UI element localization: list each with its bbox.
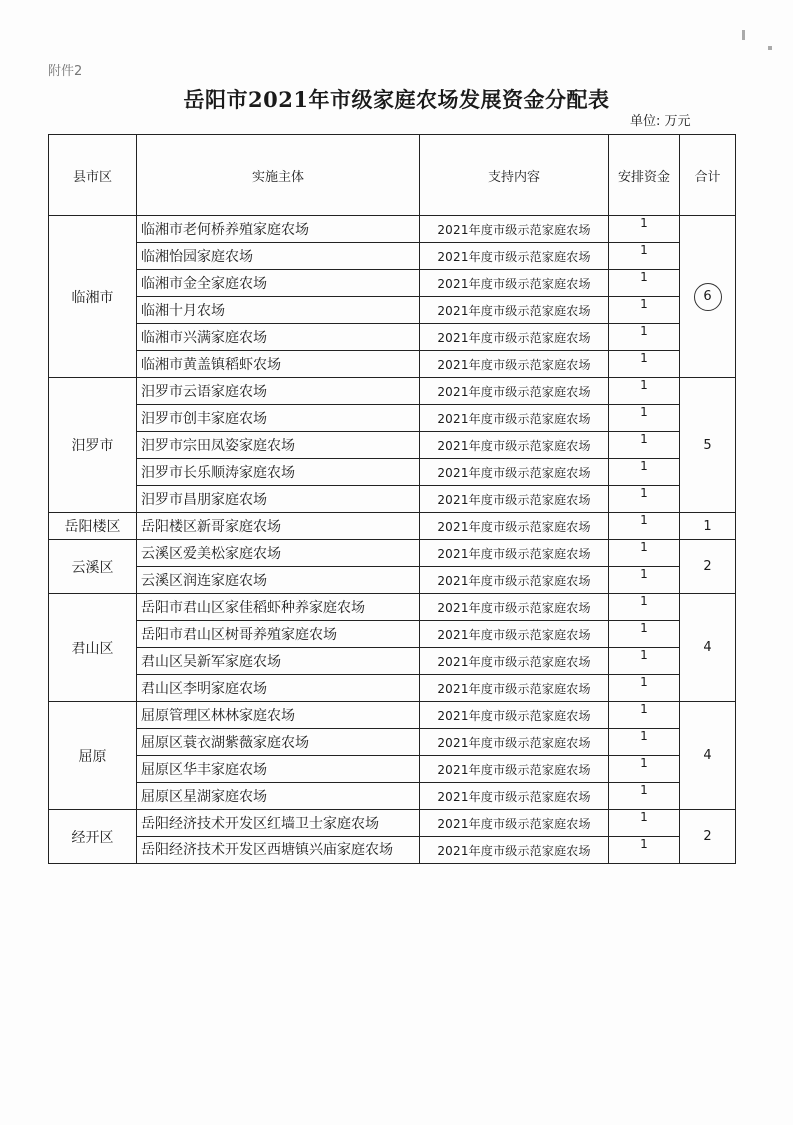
table-row <box>49 540 736 567</box>
amount-cell: 1 <box>609 486 680 513</box>
entity-cell: 临湘市金全家庭农场 <box>137 270 420 297</box>
entity-cell: 云溪区爱美松家庭农场 <box>137 540 420 567</box>
table-row <box>49 486 736 513</box>
amount-cell: 1 <box>609 351 680 378</box>
entity-cell: 屈原区蓑衣湖紫薇家庭农场 <box>137 729 420 756</box>
content-cell: 2021年度市级示范家庭农场 <box>420 432 609 459</box>
content-cell: 2021年度市级示范家庭农场 <box>420 486 609 513</box>
table-row <box>49 378 736 405</box>
entity-cell: 汨罗市云语家庭农场 <box>137 378 420 405</box>
amount-cell: 1 <box>609 729 680 756</box>
content-cell: 2021年度市级示范家庭农场 <box>420 459 609 486</box>
content-cell: 2021年度市级示范家庭农场 <box>420 837 609 864</box>
table-row <box>49 567 736 594</box>
table-body <box>49 216 736 864</box>
amount-cell: 1 <box>609 675 680 702</box>
content-cell: 2021年度市级示范家庭农场 <box>420 621 609 648</box>
total-cell: 1 <box>680 513 736 540</box>
entity-cell: 临湘怡园家庭农场 <box>137 243 420 270</box>
scan-mark <box>742 30 745 40</box>
table-row <box>49 513 736 540</box>
table-row <box>49 432 736 459</box>
content-cell: 2021年度市级示范家庭农场 <box>420 702 609 729</box>
amount-cell: 1 <box>609 594 680 621</box>
total-cell: 2 <box>680 540 736 594</box>
county-cell: 君山区 <box>49 594 137 702</box>
table-row <box>49 594 736 621</box>
content-cell: 2021年度市级示范家庭农场 <box>420 594 609 621</box>
table-row <box>49 756 736 783</box>
entity-cell: 岳阳经济技术开发区西塘镇兴庙家庭农场 <box>137 837 420 864</box>
total-cell: 2 <box>680 810 736 864</box>
column-header-county: 县市区 <box>49 135 137 216</box>
content-cell: 2021年度市级示范家庭农场 <box>420 270 609 297</box>
table-row <box>49 405 736 432</box>
table-row <box>49 270 736 297</box>
circled-total: 6 <box>694 283 722 311</box>
scan-mark <box>768 46 772 50</box>
content-cell: 2021年度市级示范家庭农场 <box>420 810 609 837</box>
amount-cell: 1 <box>609 540 680 567</box>
column-header-amount: 安排资金 <box>609 135 680 216</box>
content-cell: 2021年度市级示范家庭农场 <box>420 729 609 756</box>
table-row <box>49 648 736 675</box>
content-cell: 2021年度市级示范家庭农场 <box>420 567 609 594</box>
entity-cell: 屈原区星湖家庭农场 <box>137 783 420 810</box>
entity-cell: 岳阳经济技术开发区红墙卫士家庭农场 <box>137 810 420 837</box>
entity-cell: 君山区吴新军家庭农场 <box>137 648 420 675</box>
entity-cell: 临湘市黄盖镇稻虾农场 <box>137 351 420 378</box>
amount-cell: 1 <box>609 513 680 540</box>
content-cell: 2021年度市级示范家庭农场 <box>420 405 609 432</box>
table-row <box>49 621 736 648</box>
content-cell: 2021年度市级示范家庭农场 <box>420 675 609 702</box>
content-cell: 2021年度市级示范家庭农场 <box>420 351 609 378</box>
table-row <box>49 216 736 243</box>
column-header-content: 支持内容 <box>420 135 609 216</box>
content-cell: 2021年度市级示范家庭农场 <box>420 540 609 567</box>
entity-cell: 岳阳市君山区树哥养殖家庭农场 <box>137 621 420 648</box>
table-row <box>49 837 736 864</box>
entity-cell: 屈原管理区林林家庭农场 <box>137 702 420 729</box>
table-row <box>49 459 736 486</box>
amount-cell: 1 <box>609 378 680 405</box>
county-cell: 屈原 <box>49 702 137 810</box>
attachment-label: 附件2 <box>48 64 83 79</box>
entity-cell: 临湘市兴满家庭农场 <box>137 324 420 351</box>
entity-cell: 岳阳市君山区家佳稻虾种养家庭农场 <box>137 594 420 621</box>
amount-cell: 1 <box>609 297 680 324</box>
content-cell: 2021年度市级示范家庭农场 <box>420 648 609 675</box>
table-row <box>49 783 736 810</box>
content-cell: 2021年度市级示范家庭农场 <box>420 756 609 783</box>
content-cell: 2021年度市级示范家庭农场 <box>420 513 609 540</box>
amount-cell: 1 <box>609 567 680 594</box>
table-row <box>49 324 736 351</box>
content-cell: 2021年度市级示范家庭农场 <box>420 216 609 243</box>
amount-cell: 1 <box>609 621 680 648</box>
content-cell: 2021年度市级示范家庭农场 <box>420 783 609 810</box>
total-cell: 4 <box>680 702 736 810</box>
content-cell: 2021年度市级示范家庭农场 <box>420 243 609 270</box>
column-header-entity: 实施主体 <box>137 135 420 216</box>
table-row <box>49 702 736 729</box>
entity-cell: 汨罗市创丰家庭农场 <box>137 405 420 432</box>
entity-cell: 汨罗市昌朋家庭农场 <box>137 486 420 513</box>
page-title: 岳阳市2021年市级家庭农场发展资金分配表 <box>183 87 610 112</box>
table-header-row <box>49 135 736 216</box>
amount-cell: 1 <box>609 459 680 486</box>
amount-cell: 1 <box>609 648 680 675</box>
total-cell: 5 <box>680 378 736 513</box>
content-cell: 2021年度市级示范家庭农场 <box>420 378 609 405</box>
content-cell: 2021年度市级示范家庭农场 <box>420 324 609 351</box>
entity-cell: 汨罗市长乐顺涛家庭农场 <box>137 459 420 486</box>
entity-cell: 岳阳楼区新哥家庭农场 <box>137 513 420 540</box>
amount-cell: 1 <box>609 837 680 864</box>
entity-cell: 屈原区华丰家庭农场 <box>137 756 420 783</box>
entity-cell: 汨罗市宗田凤姿家庭农场 <box>137 432 420 459</box>
unit-label: 单位: 万元 <box>630 114 691 129</box>
entity-cell: 云溪区润连家庭农场 <box>137 567 420 594</box>
total-cell <box>680 216 736 378</box>
table-row <box>49 810 736 837</box>
amount-cell: 1 <box>609 270 680 297</box>
table-row <box>49 729 736 756</box>
amount-cell: 1 <box>609 324 680 351</box>
amount-cell: 1 <box>609 216 680 243</box>
county-cell: 经开区 <box>49 810 137 864</box>
table-row <box>49 675 736 702</box>
amount-cell: 1 <box>609 243 680 270</box>
county-cell: 汨罗市 <box>49 378 137 513</box>
amount-cell: 1 <box>609 756 680 783</box>
column-header-total: 合计 <box>680 135 736 216</box>
county-cell: 云溪区 <box>49 540 137 594</box>
table-row <box>49 297 736 324</box>
amount-cell: 1 <box>609 783 680 810</box>
table-row <box>49 243 736 270</box>
amount-cell: 1 <box>609 432 680 459</box>
amount-cell: 1 <box>609 810 680 837</box>
total-cell: 4 <box>680 594 736 702</box>
entity-cell: 临湘十月农场 <box>137 297 420 324</box>
entity-cell: 临湘市老何桥养殖家庭农场 <box>137 216 420 243</box>
county-cell: 临湘市 <box>49 216 137 378</box>
amount-cell: 1 <box>609 702 680 729</box>
amount-cell: 1 <box>609 405 680 432</box>
allocation-table <box>48 134 736 864</box>
table-row <box>49 351 736 378</box>
content-cell: 2021年度市级示范家庭农场 <box>420 297 609 324</box>
entity-cell: 君山区李明家庭农场 <box>137 675 420 702</box>
county-cell: 岳阳楼区 <box>49 513 137 540</box>
